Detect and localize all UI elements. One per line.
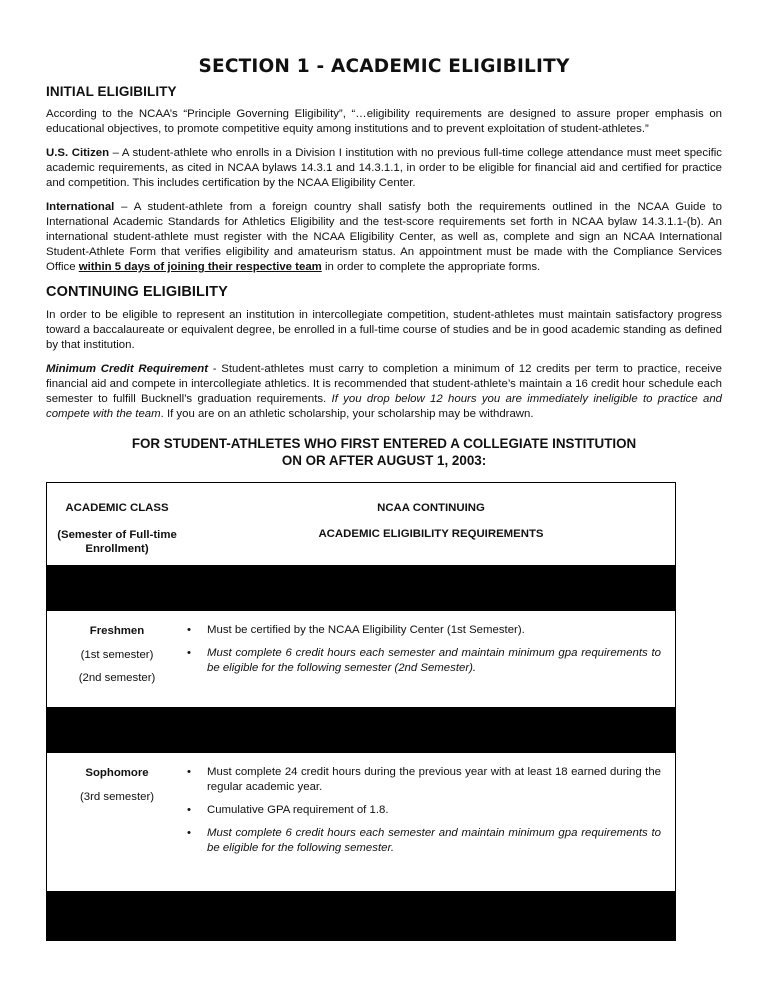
initial-intro: According to the NCAA’s “Principle Governing Eligibility”, “…eligibility requirements are designed to assure proper emphasis on educational objectives, to promote competitive equity among institutions and to prevent exploitation of student-athletes.” <box>46 108 722 135</box>
sophomore-label: Sophomore <box>85 767 149 779</box>
col1-header <box>47 483 187 565</box>
col2-header-subtitle: ACADEMIC ELIGIBILITY REQUIREMENTS <box>318 528 544 540</box>
minimum-credit-warning: If you drop below 12 hours you are immediately ineligible to practice and compete with the team <box>46 393 722 420</box>
table-header-row <box>47 483 675 565</box>
continuing-eligibility-heading: CONTINUING ELIGIBILITY <box>46 284 228 300</box>
international-paragraph <box>46 200 722 275</box>
requirement-item <box>187 803 661 818</box>
bullet-icon: • <box>187 766 191 778</box>
table-heading-line1: FOR STUDENT-ATHLETES WHO FIRST ENTERED A COLLEGIATE INSTITUTION <box>131 436 637 451</box>
requirement-item <box>187 623 661 638</box>
table-heading-line2: ON OR AFTER AUGUST 1, 2003: <box>281 453 487 468</box>
section-title: SECTION 1 - ACADEMIC ELIGIBILITY <box>198 56 570 77</box>
freshmen-class-cell <box>47 611 187 707</box>
us-citizen-label: U.S. Citizen <box>46 147 110 159</box>
table-heading <box>46 435 722 469</box>
sophomore-semester-1: (3rd semester) <box>79 791 155 803</box>
minimum-credit-paragraph <box>46 362 722 422</box>
us-citizen-text: – A student-athlete who enrolls in a Division I institution with no previous full-time college attendance must meet specific academic requirements, as cited in NCAA bylaws 14.3.1 and 14.3.1.1, in order to be eligible for financial aid and certified for practice and competition. This includes certification by the NCAA Eligibility Center. <box>46 147 722 189</box>
divider-bar <box>47 707 675 753</box>
content <box>46 84 722 941</box>
bullet-icon: • <box>187 624 191 636</box>
freshmen-requirements <box>187 611 675 707</box>
freshmen-semester-2: (2nd semester) <box>78 672 156 684</box>
table-row-sophomore <box>47 753 675 891</box>
col1-header-subtitle: (Semester of Full-time Enrollment) <box>57 529 177 555</box>
continuing-intro: In order to be eligible to represent an institution in intercollegiate competition, student-athletes must maintain satisfactory progress toward a baccalaureate or equivalent degree, be enrolled in a full-time course of studies and be in good academic standing as defined by that institution. <box>46 309 722 351</box>
sophomore-class-cell <box>47 753 187 891</box>
bullet-icon: • <box>187 827 191 839</box>
requirement-text: Must complete 6 credit hours each semester and maintain minimum gpa requirements to be eligible for the following semester (2nd Semester). <box>207 647 661 674</box>
international-label: International <box>46 201 115 213</box>
requirement-text: Must be certified by the NCAA Eligibility Center (1st Semester). <box>207 624 525 636</box>
bullet-icon: • <box>187 804 191 816</box>
us-citizen-paragraph <box>46 146 722 191</box>
requirement-text: Must complete 6 credit hours each semester and maintain minimum gpa requirements to be eligible for the following semester. <box>207 827 661 854</box>
requirement-item <box>187 646 661 676</box>
table-row-freshmen <box>47 611 675 707</box>
requirement-text: Must complete 24 credit hours during the previous year with at least 18 earned during the regular academic year. <box>207 766 661 793</box>
divider-bar <box>47 565 675 611</box>
col2-header-title: NCAA CONTINUING <box>377 502 485 514</box>
international-text: – A student-athlete from a foreign country shall satisfy both the requirements outlined in the NCAA Guide to International Academic Standards for Athletics Eligibility and the test-score requirements set forth in NCAA bylaw 14.3.1.1-(b). An international student-athlete must register with the NCAA Eligibility Center, as well as, complete and sign an NCAA International Student-Athlete Form that verifies eligibility and amateurism status. An appointment must be made with the Compliance Services Office <box>46 201 722 273</box>
freshmen-label: Freshmen <box>89 625 145 637</box>
sophomore-requirements <box>187 753 675 891</box>
initial-eligibility-heading: INITIAL ELIGIBILITY <box>46 84 177 99</box>
requirement-item <box>187 765 661 795</box>
col1-header-title: ACADEMIC CLASS <box>65 502 169 514</box>
col2-header <box>187 483 675 565</box>
divider-bar <box>47 891 675 940</box>
minimum-credit-text: - Student-athletes must carry to completion a minimum of 12 credits per term to practice, receive financial aid and compete in intercollegiate athletics. It is recommended that student-athlete’s maintain a 16 credit hour schedule each semester to fulfill Bucknell’s graduation requirements. <box>46 363 722 405</box>
freshmen-semester-1: (1st semester) <box>80 649 154 661</box>
bullet-icon: • <box>187 647 191 659</box>
international-deadline: within 5 days of joining their respective team <box>78 261 322 273</box>
requirement-text: Cumulative GPA requirement of 1.8. <box>207 804 389 816</box>
minimum-credit-label: Minimum Credit Requirement <box>46 363 209 375</box>
minimum-credit-end: . If you are on an athletic scholarship, your scholarship may be withdrawn. <box>160 408 534 420</box>
eligibility-table <box>46 482 676 941</box>
requirement-item <box>187 826 661 856</box>
international-text-end: in order to complete the appropriate forms. <box>321 261 541 273</box>
